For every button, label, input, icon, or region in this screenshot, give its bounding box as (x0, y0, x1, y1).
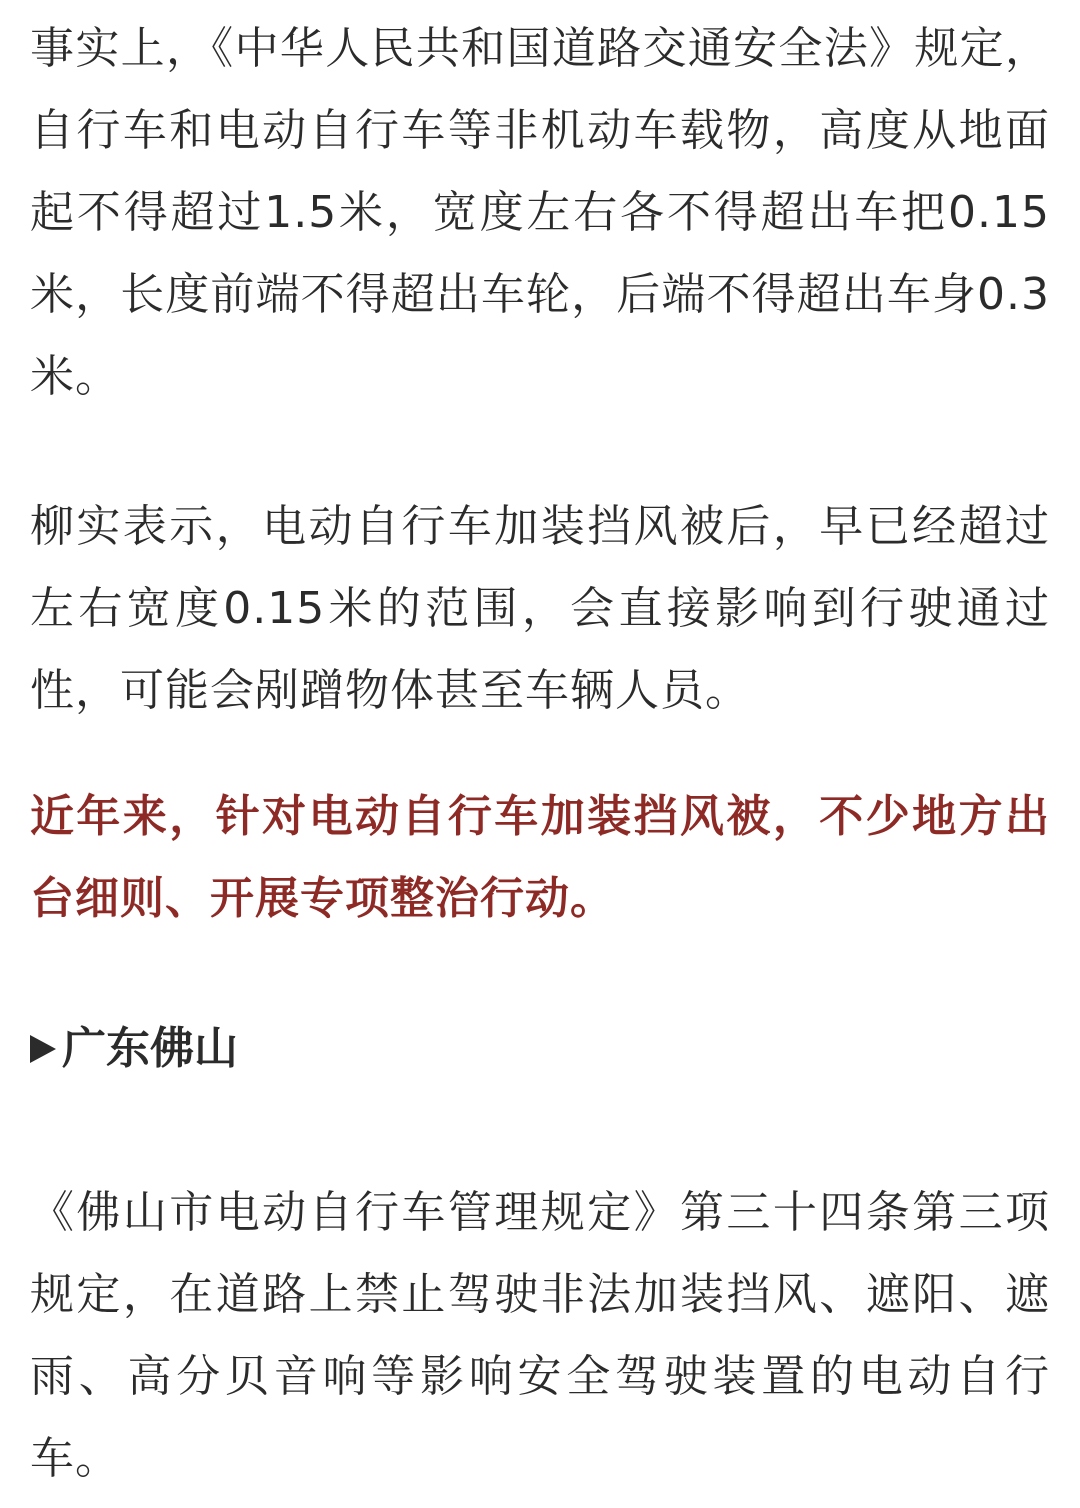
paragraph-highlight: 近年来，针对电动自行车加装挡风被，不少地方出台细则、开展专项整治行动。 (30, 791, 1050, 924)
section-heading (30, 1008, 1050, 1090)
paragraph-liu-shi-statement: 柳实表示，电动自行车加装挡风被后，早已经超过左右宽度0.15米的范围，会直接影响到行驶通过性，可能会剐蹭物体甚至车辆人员。 (30, 501, 1050, 716)
paragraph-foshan-regulation: 《佛山市电动自行车管理规定》第三十四条第三项规定，在道路上禁止驾驶非法加装挡风、遮阳、遮雨、高分贝音响等影响安全驾驶装置的电动自行车。 (30, 1187, 1050, 1484)
play-arrow-icon (30, 1035, 56, 1063)
paragraph-traffic-law: 事实上，《中华人民共和国道路交通安全法》规定，自行车和电动自行车等非机动车载物，高度从地面起不得超过1.5米，宽度左右各不得超出车把0.15米，长度前端不得超出车轮，后端不得超出车身0.3米。 (30, 23, 1050, 402)
section-heading-title: 广东佛山 (62, 1023, 238, 1074)
